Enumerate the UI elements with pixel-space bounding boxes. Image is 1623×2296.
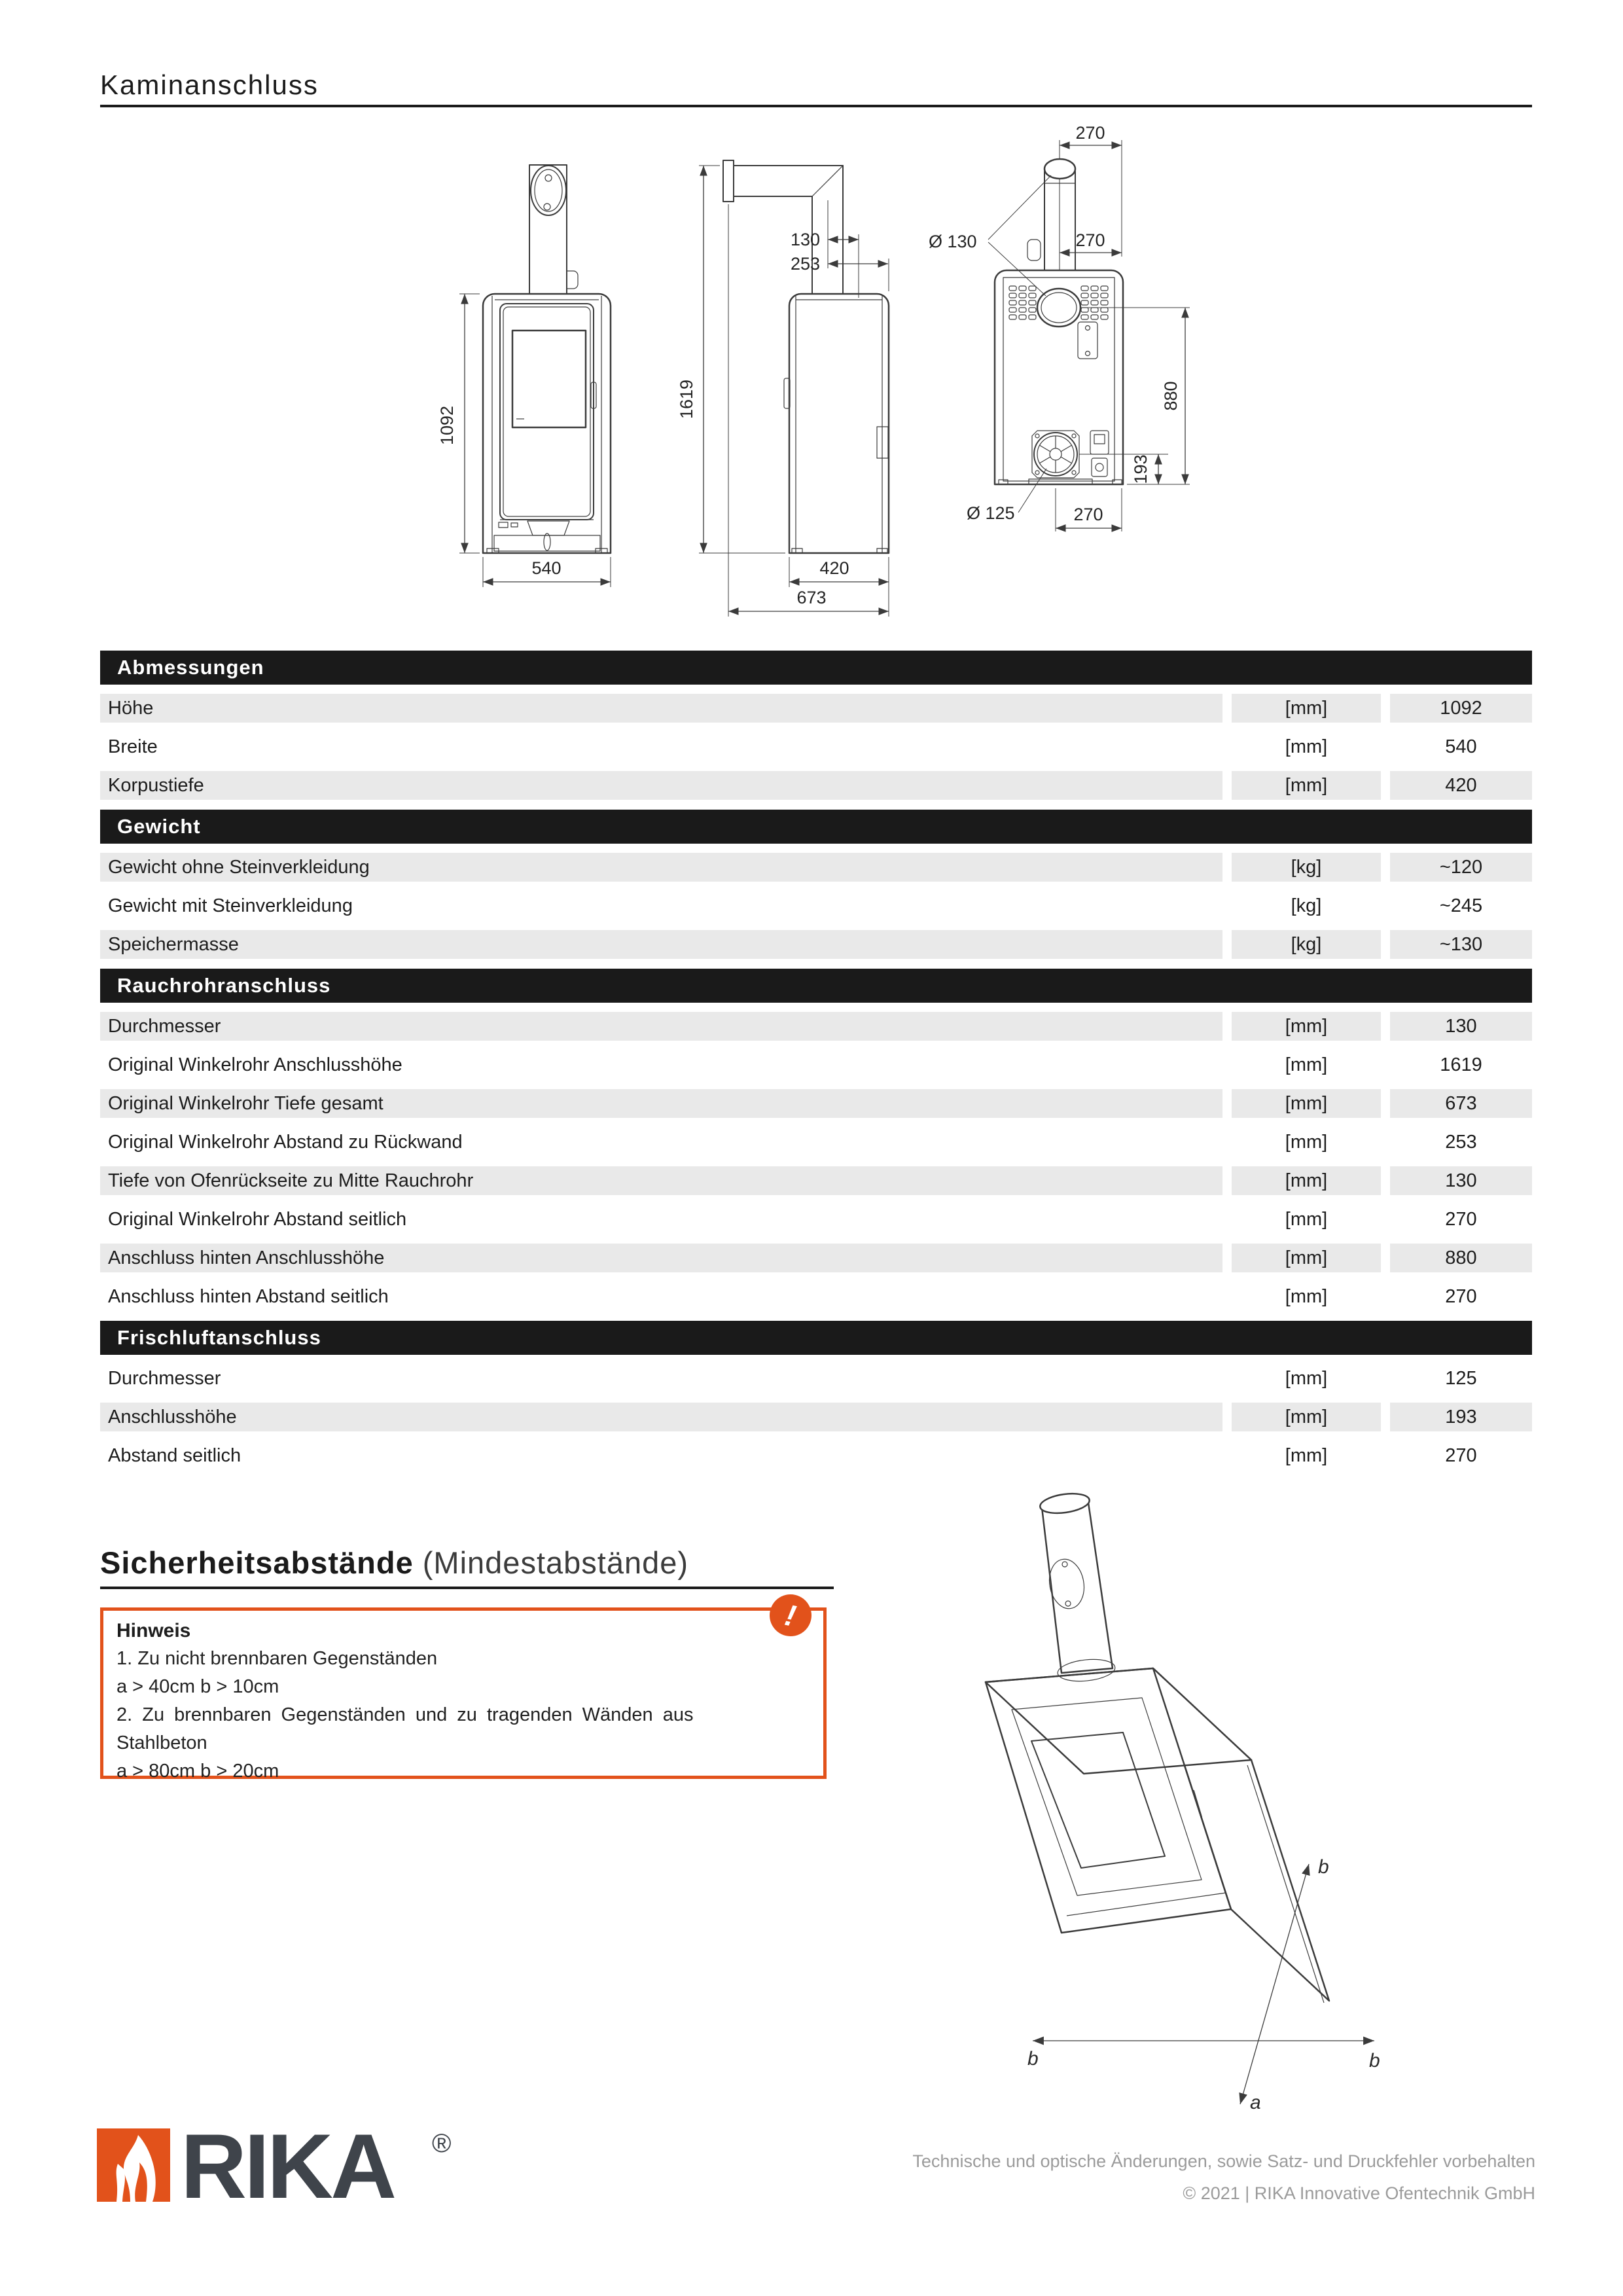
- row-value: 253: [1445, 1131, 1477, 1153]
- row-value: 270: [1445, 1285, 1477, 1307]
- row-unit: [mm]: [1232, 1012, 1381, 1041]
- row-label: Original Winkelrohr Abstand seitlich: [108, 1208, 407, 1230]
- row-label: Original Winkelrohr Abstand zu Rückwand: [108, 1131, 463, 1153]
- isometric-drawing: [903, 1492, 1466, 2121]
- row-unit: [mm]: [1232, 1166, 1381, 1195]
- safety-title: [100, 1545, 688, 1581]
- table-row: [100, 1166, 1532, 1195]
- row-unit: [mm]: [1232, 1089, 1381, 1118]
- row-unit: [mm]: [1285, 736, 1328, 757]
- dim-rear-height: 880: [1161, 381, 1181, 411]
- row-value: 130: [1390, 1166, 1532, 1195]
- axis-label-b-left: b: [1027, 2048, 1039, 2070]
- row-label: Gewicht ohne Steinverkleidung: [100, 853, 1222, 882]
- row-label: Höhe: [100, 694, 1222, 723]
- row-value: ~130: [1390, 930, 1532, 959]
- row-value: 193: [1390, 1403, 1532, 1431]
- row-label: Tiefe von Ofenrückseite zu Mitte Rauchrohr: [100, 1166, 1222, 1195]
- dim-air-height: 193: [1131, 454, 1150, 484]
- table-row: [100, 853, 1532, 882]
- row-unit: [mm]: [1285, 1208, 1328, 1230]
- dim-side-total-depth: 673: [796, 588, 827, 607]
- hinweis-box: [100, 1607, 827, 1782]
- table-row: [100, 1012, 1532, 1041]
- row-unit: [mm]: [1285, 1054, 1328, 1075]
- hinweis-line: 1. Zu nicht brennbaren Gegenständen: [116, 1648, 438, 1669]
- row-value: ~245: [1439, 895, 1483, 916]
- rika-logo: [97, 2126, 490, 2211]
- axis-label-b-right: b: [1369, 2050, 1380, 2072]
- dim-side-depth: 420: [819, 558, 849, 578]
- dim-rear-top-offset: 270: [1075, 123, 1105, 143]
- row-unit: [kg]: [1232, 930, 1381, 959]
- rear-view: [929, 123, 1190, 531]
- row-label: Speichermasse: [100, 930, 1222, 959]
- row-label: Abstand seitlich: [108, 1444, 241, 1466]
- row-unit: [mm]: [1285, 1285, 1328, 1307]
- dim-flue-diameter: Ø 130: [929, 232, 977, 251]
- row-unit: [mm]: [1232, 694, 1381, 723]
- row-unit: [kg]: [1232, 853, 1381, 882]
- section-header: Gewicht: [100, 810, 1532, 844]
- spec-tables: [100, 651, 1532, 1480]
- row-label: Anschluss hinten Abstand seitlich: [108, 1285, 389, 1307]
- dim-front-height: 1092: [437, 405, 457, 446]
- row-value: 270: [1445, 1208, 1477, 1230]
- isometric-stove: [986, 1492, 1329, 2003]
- dim-side-rear-offset: 253: [790, 254, 820, 274]
- row-label: Breite: [108, 736, 158, 757]
- section-header: Abmessungen: [100, 651, 1532, 685]
- row-value: 673: [1390, 1089, 1532, 1118]
- table-row: [100, 891, 1532, 920]
- row-label: Anschluss hinten Anschlusshöhe: [100, 1244, 1222, 1272]
- row-value: 880: [1390, 1244, 1532, 1272]
- section-header: Rauchrohranschluss: [100, 969, 1532, 1003]
- table-row: [100, 1050, 1532, 1079]
- safety-rule: [100, 1587, 834, 1589]
- axis-label-b-top: b: [1318, 1856, 1329, 1878]
- logo-wordmark: RIKA: [181, 2126, 395, 2211]
- dim-front-width: 540: [531, 558, 562, 578]
- row-value: 1092: [1390, 694, 1532, 723]
- dim-side-pipe-offset: 130: [790, 230, 820, 249]
- row-value: 270: [1445, 1444, 1477, 1466]
- row-value: 1619: [1440, 1054, 1482, 1075]
- row-label: Korpustiefe: [100, 771, 1222, 800]
- row-label: Gewicht mit Steinverkleidung: [108, 895, 353, 916]
- dim-air-diameter: Ø 125: [967, 503, 1015, 523]
- safety-title-main: Sicherheitsabstände: [100, 1545, 414, 1580]
- dim-rear-side-offset: 270: [1075, 230, 1105, 250]
- dim-air-side-offset: 270: [1073, 505, 1103, 524]
- page-title: Kaminanschluss: [100, 69, 319, 100]
- table-row: [100, 1364, 1532, 1393]
- row-label: Original Winkelrohr Anschlusshöhe: [108, 1054, 402, 1075]
- row-label: Original Winkelrohr Tiefe gesamt: [100, 1089, 1222, 1118]
- dim-side-height: 1619: [677, 379, 696, 420]
- safety-subtitle: (Mindestabstände): [422, 1545, 689, 1580]
- table-row: [100, 732, 1532, 761]
- alert-exclamation: !: [782, 1597, 799, 1634]
- table-row: [100, 771, 1532, 800]
- row-value: 420: [1390, 771, 1532, 800]
- row-unit: [mm]: [1232, 771, 1381, 800]
- table-row: [100, 1282, 1532, 1311]
- row-value: 125: [1445, 1367, 1477, 1389]
- row-unit: [mm]: [1232, 1244, 1381, 1272]
- footer-note: [912, 2145, 1535, 2210]
- hinweis-title: Hinweis: [116, 1620, 191, 1641]
- table-row: [100, 930, 1532, 959]
- axis-label-a: a: [1250, 2092, 1261, 2113]
- hinweis-line: 2. Zu brennbaren Gegenständen und zu tragenden Wänden aus: [116, 1704, 694, 1725]
- table-row: [100, 1128, 1532, 1157]
- technical-drawing: [393, 118, 1243, 635]
- footer-line-1: Technische und optische Änderungen, sowie Satz- und Druckfehler vorbehalten: [912, 2151, 1535, 2171]
- row-label: Anschlusshöhe: [100, 1403, 1222, 1431]
- row-unit: [kg]: [1291, 895, 1322, 916]
- hinweis-line: Stahlbeton: [116, 1732, 207, 1753]
- hinweis-line: a > 40cm b > 10cm: [116, 1676, 279, 1697]
- table-row: [100, 1244, 1532, 1272]
- row-value: 540: [1445, 736, 1477, 757]
- hinweis-line: a > 80cm b > 20cm: [116, 1761, 279, 1782]
- row-value: ~120: [1390, 853, 1532, 882]
- row-unit: [mm]: [1232, 1403, 1381, 1431]
- side-view: [677, 160, 889, 617]
- table-row: [100, 694, 1532, 723]
- row-label: Durchmesser: [100, 1012, 1222, 1041]
- row-label: Durchmesser: [108, 1367, 221, 1389]
- front-view: [437, 165, 611, 587]
- row-unit: [mm]: [1285, 1131, 1328, 1153]
- row-unit: [mm]: [1285, 1444, 1328, 1466]
- table-row: [100, 1403, 1532, 1431]
- title-rule: [100, 105, 1532, 107]
- footer-line-2: © 2021 | RIKA Innovative Ofentechnik GmbH: [1183, 2183, 1535, 2203]
- table-row: [100, 1441, 1532, 1470]
- row-unit: [mm]: [1285, 1367, 1328, 1389]
- registered-mark: ®: [432, 2129, 452, 2158]
- row-value: 130: [1390, 1012, 1532, 1041]
- table-row: [100, 1205, 1532, 1234]
- table-row: [100, 1089, 1532, 1118]
- section-header: Frischluftanschluss: [100, 1321, 1532, 1355]
